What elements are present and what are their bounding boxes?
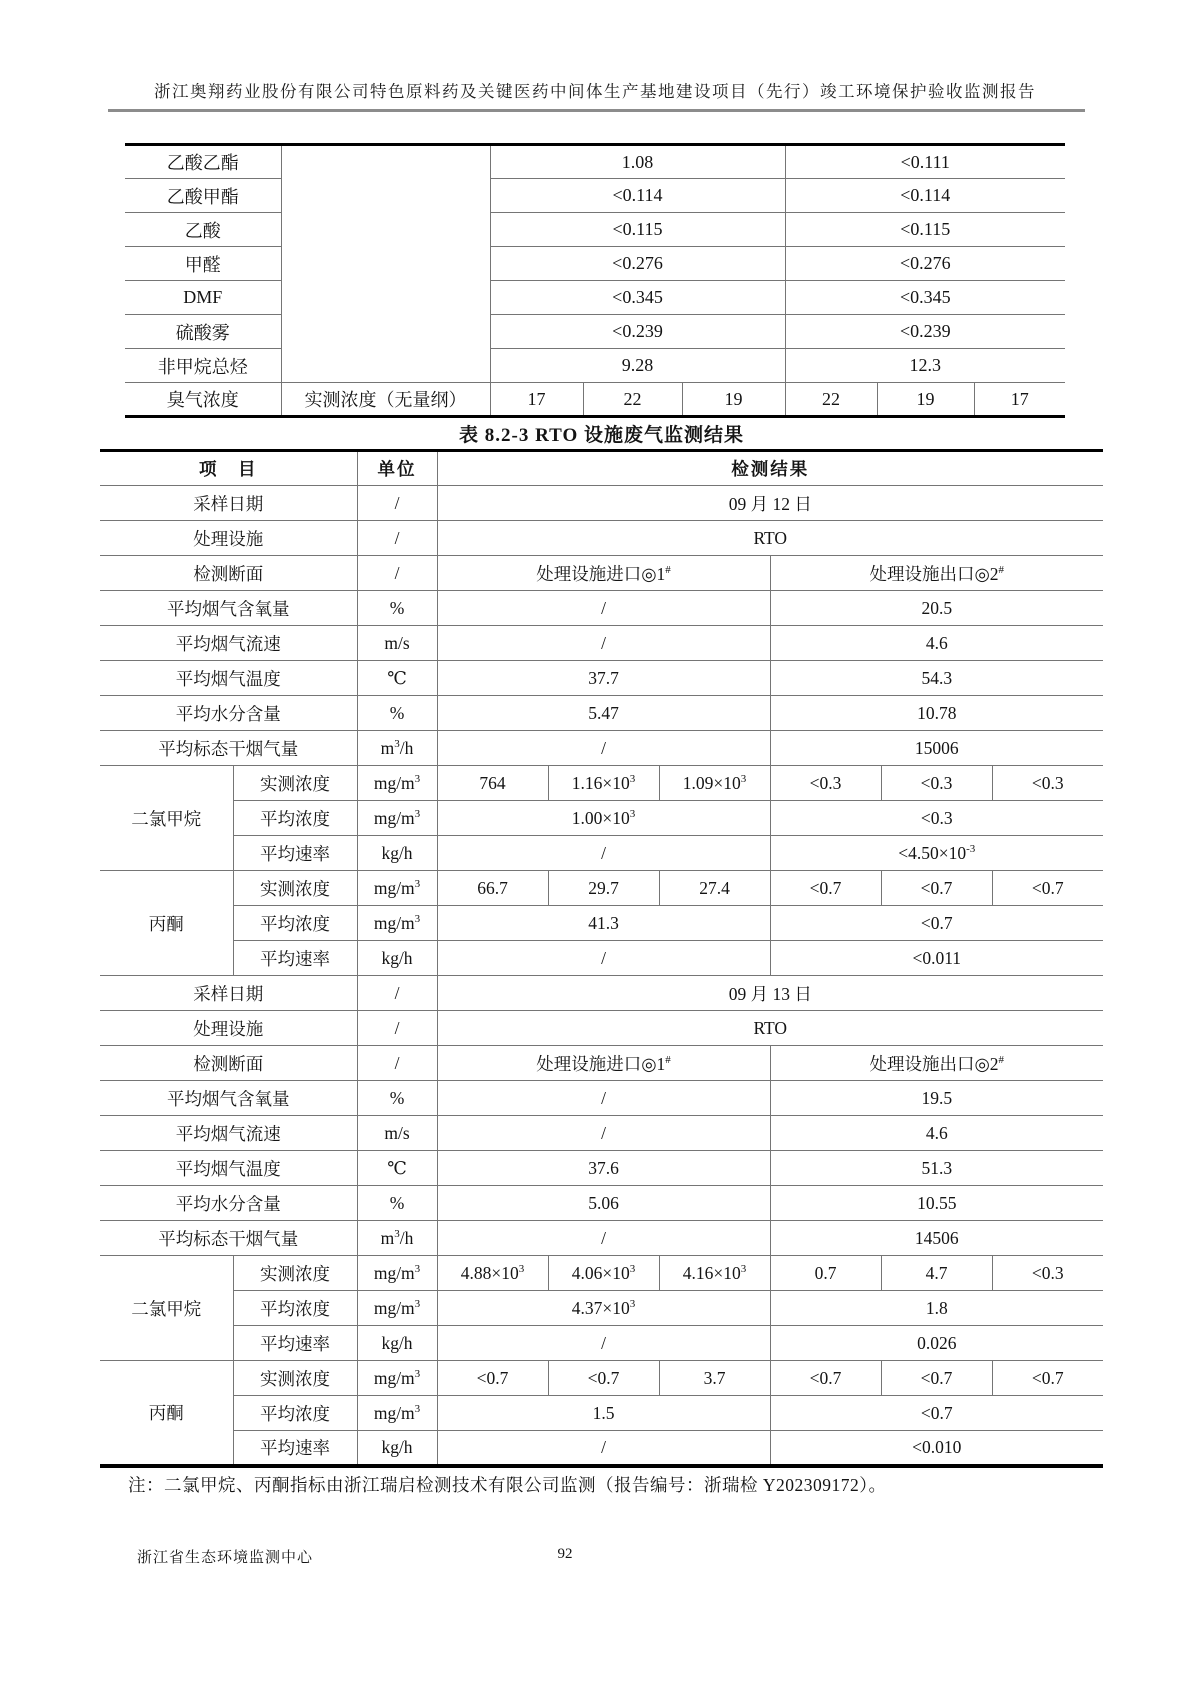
outlet-value-cell: <0.3 xyxy=(770,801,1103,836)
pollutant-row xyxy=(100,941,1103,976)
inlet-value-cell: / xyxy=(437,731,770,766)
odor-row xyxy=(125,383,1065,417)
outlet-value-cell: 19.5 xyxy=(770,1081,1103,1116)
table-row xyxy=(125,281,1065,315)
inlet-value-cell: / xyxy=(437,1081,770,1116)
metric-label-cell: 实测浓度 xyxy=(233,1256,357,1291)
unit-cell: % xyxy=(357,591,437,626)
substance-name-cell: 乙酸 xyxy=(125,213,281,247)
inlet-value-cell: 37.6 xyxy=(437,1151,770,1186)
unit-cell: / xyxy=(357,1011,437,1046)
measured-value-cell: 66.7 xyxy=(437,871,548,906)
header-item-cell: 项 目 xyxy=(100,451,357,486)
inlet-value-cell: <0.114 xyxy=(490,179,785,213)
unit-cell: $mg/m^3$ xyxy=(357,1361,437,1396)
unit-cell: m/s xyxy=(357,1116,437,1151)
empty-label-cell xyxy=(281,145,490,383)
param-label-cell: 处理设施 xyxy=(100,1011,357,1046)
inlet-value-cell: / xyxy=(437,1326,770,1361)
pollutant-row xyxy=(100,766,1103,801)
inlet-value-cell: 1.08 xyxy=(490,145,785,179)
inlet-value-cell: / xyxy=(437,836,770,871)
unit-cell: / xyxy=(357,521,437,556)
table-row xyxy=(125,349,1065,383)
unit-cell: $mg/m^3$ xyxy=(357,871,437,906)
param-label-cell: 平均烟气含氧量 xyxy=(100,1081,357,1116)
outlet-value-cell: 1.8 xyxy=(770,1291,1103,1326)
outlet-value-cell: 0.026 xyxy=(770,1326,1103,1361)
param-row xyxy=(100,696,1103,731)
unit-cell: $mg/m^3$ xyxy=(357,1291,437,1326)
param-label-cell: 平均标态干烟气量 xyxy=(100,1221,357,1256)
measured-value-cell: 17 xyxy=(490,383,583,417)
measured-value-cell: <0.7 xyxy=(992,1361,1103,1396)
header-result-cell: 检测结果 xyxy=(437,451,1103,486)
outlet-value-cell: <0.345 xyxy=(785,281,1065,315)
param-row xyxy=(100,626,1103,661)
metric-label-cell: 平均浓度 xyxy=(233,906,357,941)
unit-cell: ℃ xyxy=(357,1151,437,1186)
param-label-cell: 平均标态干烟气量 xyxy=(100,731,357,766)
param-row xyxy=(100,1221,1103,1256)
substance-cell: 二氯甲烷 xyxy=(100,1256,233,1361)
measured-value-cell: <0.7 xyxy=(770,871,881,906)
substance-cell: 丙酮 xyxy=(100,871,233,976)
inlet-value-cell: 处理设施进口◎1# xyxy=(437,1046,770,1081)
page-number: 92 xyxy=(557,1546,573,1562)
param-label-cell: 平均烟气流速 xyxy=(100,1116,357,1151)
substance-name-cell: 乙酸乙酯 xyxy=(125,145,281,179)
table-row xyxy=(125,145,1065,179)
outlet-value-cell: <0.276 xyxy=(785,247,1065,281)
inlet-value-cell: / xyxy=(437,1431,770,1466)
unit-cell: kg/h xyxy=(357,941,437,976)
unit-cell: $mg/m^3$ xyxy=(357,906,437,941)
sampling-date-row xyxy=(100,486,1103,521)
table-row xyxy=(125,315,1065,349)
measured-value-cell: 0.7 xyxy=(770,1256,881,1291)
pollutant-row xyxy=(100,1361,1103,1396)
outlet-value-cell: <0.239 xyxy=(785,315,1065,349)
footer-organization: 浙江省生态环境监测中心 xyxy=(137,1550,314,1566)
param-label-cell: 平均水分含量 xyxy=(100,696,357,731)
unit-cell: $mg/m^3$ xyxy=(357,1256,437,1291)
table-row xyxy=(125,213,1065,247)
measured-value-cell: 22 xyxy=(785,383,877,417)
unit-cell: / xyxy=(357,1046,437,1081)
metric-label-cell: 平均速率 xyxy=(233,1431,357,1466)
inlet-value-cell: $1.00\times 10^3$ xyxy=(437,801,770,836)
unit-cell: $mg/m^3$ xyxy=(357,801,437,836)
inlet-value-cell: 处理设施进口◎1# xyxy=(437,556,770,591)
metric-label-cell: 实测浓度 xyxy=(233,871,357,906)
unit-cell: ℃ xyxy=(357,661,437,696)
metric-label-cell: 实测浓度 xyxy=(233,766,357,801)
full-value-cell: RTO xyxy=(437,521,1103,556)
full-value-cell: RTO xyxy=(437,1011,1103,1046)
full-value-cell: 09 月 12 日 xyxy=(437,486,1103,521)
unit-cell: m/s xyxy=(357,626,437,661)
metric-label-cell: 实测浓度 xyxy=(233,1361,357,1396)
outlet-value-cell: $<4.50\times 10^{-3}$ xyxy=(770,836,1103,871)
metric-label-cell: 平均浓度 xyxy=(233,1291,357,1326)
inlet-value-cell: 37.7 xyxy=(437,661,770,696)
param-label-cell: 平均烟气含氧量 xyxy=(100,591,357,626)
unit-cell: kg/h xyxy=(357,1431,437,1466)
param-label-cell: 处理设施 xyxy=(100,521,357,556)
pollutant-row xyxy=(100,1256,1103,1291)
section-row xyxy=(100,1046,1103,1081)
outlet-value-cell: 处理设施出口◎2# xyxy=(770,556,1103,591)
param-row xyxy=(100,661,1103,696)
outlet-value-cell: 20.5 xyxy=(770,591,1103,626)
outlet-value-cell: <0.115 xyxy=(785,213,1065,247)
substance-cell: 二氯甲烷 xyxy=(100,766,233,871)
measured-value-cell: <0.3 xyxy=(992,1256,1103,1291)
rto-monitoring-table xyxy=(100,449,1103,1468)
param-row xyxy=(100,591,1103,626)
outlet-value-cell: <0.7 xyxy=(770,1396,1103,1431)
pollutant-row xyxy=(100,1396,1103,1431)
param-row xyxy=(100,1186,1103,1221)
param-label-cell: 检测断面 xyxy=(100,1046,357,1081)
measured-value-cell: $4.16\times 10^3$ xyxy=(659,1256,770,1291)
measured-value-cell: 3.7 xyxy=(659,1361,770,1396)
measured-value-cell: $4.88\times 10^3$ xyxy=(437,1256,548,1291)
table-title: 表 8.2-3 RTO 设施废气监测结果 xyxy=(459,425,744,446)
pollutant-row xyxy=(100,801,1103,836)
unit-cell: $mg/m^3$ xyxy=(357,1396,437,1431)
unit-cell: $m^3/h$ xyxy=(357,731,437,766)
measured-value-cell: <0.3 xyxy=(881,766,992,801)
outlet-value-cell: 54.3 xyxy=(770,661,1103,696)
pollutant-results-table xyxy=(125,143,1065,418)
outlet-value-cell: 4.6 xyxy=(770,1116,1103,1151)
substance-name-cell: 甲醛 xyxy=(125,247,281,281)
header-row xyxy=(100,451,1103,486)
outlet-value-cell: <0.010 xyxy=(770,1431,1103,1466)
substance-name-cell: 臭气浓度 xyxy=(125,383,281,417)
outlet-value-cell: 4.6 xyxy=(770,626,1103,661)
param-label-cell: 采样日期 xyxy=(100,486,357,521)
unit-cell: $m^3/h$ xyxy=(357,1221,437,1256)
inlet-value-cell: / xyxy=(437,626,770,661)
outlet-value-cell: <0.011 xyxy=(770,941,1103,976)
measured-value-cell: $1.09\times 10^3$ xyxy=(659,766,770,801)
param-row xyxy=(100,731,1103,766)
param-label-cell: 检测断面 xyxy=(100,556,357,591)
measured-value-cell: <0.7 xyxy=(548,1361,659,1396)
outlet-value-cell: <0.111 xyxy=(785,145,1065,179)
table-row xyxy=(125,179,1065,213)
param-row xyxy=(100,1116,1103,1151)
pollutant-row xyxy=(100,836,1103,871)
metric-label-cell: 平均速率 xyxy=(233,1326,357,1361)
unit-cell: / xyxy=(357,976,437,1011)
measured-value-cell: <0.7 xyxy=(437,1361,548,1396)
inlet-value-cell: 9.28 xyxy=(490,349,785,383)
metric-label-cell: 平均浓度 xyxy=(233,1396,357,1431)
measured-value-cell: <0.3 xyxy=(992,766,1103,801)
param-label-cell: 平均烟气温度 xyxy=(100,1151,357,1186)
substance-name-cell: 非甲烷总烃 xyxy=(125,349,281,383)
table-note: 注：二氯甲烷、丙酮指标由浙江瑞启检测技术有限公司监测（报告编号：浙瑞检 Y202309172）。 xyxy=(128,1475,887,1495)
pollutant-row xyxy=(100,906,1103,941)
page-header-title: 浙江奥翔药业股份有限公司特色原料药及关键医药中间体生产基地建设项目（先行）竣工环境保护验收监测报告 xyxy=(154,82,1036,101)
inlet-value-cell: <0.239 xyxy=(490,315,785,349)
pollutant-row xyxy=(100,1431,1103,1466)
pollutant-row xyxy=(100,871,1103,906)
inlet-value-cell: <0.276 xyxy=(490,247,785,281)
measured-value-cell: 29.7 xyxy=(548,871,659,906)
measured-value-cell: <0.7 xyxy=(881,871,992,906)
unit-cell: / xyxy=(357,556,437,591)
param-row xyxy=(100,1151,1103,1186)
measured-value-cell: 764 xyxy=(437,766,548,801)
outlet-value-cell: <0.7 xyxy=(770,906,1103,941)
inlet-value-cell: <0.115 xyxy=(490,213,785,247)
unit-cell: % xyxy=(357,1186,437,1221)
sampling-date-row xyxy=(100,976,1103,1011)
outlet-value-cell: 10.55 xyxy=(770,1186,1103,1221)
measured-value-cell: 19 xyxy=(877,383,974,417)
param-label-cell: 平均烟气温度 xyxy=(100,661,357,696)
measured-value-cell: <0.3 xyxy=(770,766,881,801)
param-row xyxy=(100,1081,1103,1116)
table-row xyxy=(125,247,1065,281)
inlet-value-cell: 5.06 xyxy=(437,1186,770,1221)
metric-label-cell: 实测浓度（无量纲） xyxy=(281,383,490,417)
measured-value-cell: $1.16\times 10^3$ xyxy=(548,766,659,801)
metric-label-cell: 平均速率 xyxy=(233,836,357,871)
measured-value-cell: 27.4 xyxy=(659,871,770,906)
unit-cell: kg/h xyxy=(357,1326,437,1361)
unit-cell: / xyxy=(357,486,437,521)
outlet-value-cell: 14506 xyxy=(770,1221,1103,1256)
param-label-cell: 采样日期 xyxy=(100,976,357,1011)
unit-cell: $mg/m^3$ xyxy=(357,766,437,801)
metric-label-cell: 平均浓度 xyxy=(233,801,357,836)
measured-value-cell: 17 xyxy=(974,383,1065,417)
measured-value-cell: 22 xyxy=(583,383,682,417)
substance-name-cell: 硫酸雾 xyxy=(125,315,281,349)
inlet-value-cell: <0.345 xyxy=(490,281,785,315)
pollutant-row xyxy=(100,1291,1103,1326)
metric-label-cell: 平均速率 xyxy=(233,941,357,976)
inlet-value-cell: / xyxy=(437,1221,770,1256)
header-rule xyxy=(108,109,1085,112)
section-row xyxy=(100,556,1103,591)
full-value-cell: 09 月 13 日 xyxy=(437,976,1103,1011)
outlet-value-cell: 处理设施出口◎2# xyxy=(770,1046,1103,1081)
inlet-value-cell: $4.37\times 10^3$ xyxy=(437,1291,770,1326)
facility-row xyxy=(100,1011,1103,1046)
outlet-value-cell: 15006 xyxy=(770,731,1103,766)
inlet-value-cell: / xyxy=(437,1116,770,1151)
substance-name-cell: 乙酸甲酯 xyxy=(125,179,281,213)
outlet-value-cell: 51.3 xyxy=(770,1151,1103,1186)
measured-value-cell: 4.7 xyxy=(881,1256,992,1291)
pollutant-row xyxy=(100,1326,1103,1361)
outlet-value-cell: 10.78 xyxy=(770,696,1103,731)
inlet-value-cell: / xyxy=(437,591,770,626)
inlet-value-cell: / xyxy=(437,941,770,976)
measured-value-cell: $4.06\times 10^3$ xyxy=(548,1256,659,1291)
measured-value-cell: 19 xyxy=(682,383,785,417)
param-label-cell: 平均烟气流速 xyxy=(100,626,357,661)
unit-cell: % xyxy=(357,1081,437,1116)
outlet-value-cell: <0.114 xyxy=(785,179,1065,213)
param-label-cell: 平均水分含量 xyxy=(100,1186,357,1221)
inlet-value-cell: 41.3 xyxy=(437,906,770,941)
facility-row xyxy=(100,521,1103,556)
unit-cell: kg/h xyxy=(357,836,437,871)
header-unit-cell: 单位 xyxy=(357,451,437,486)
measured-value-cell: <0.7 xyxy=(770,1361,881,1396)
measured-value-cell: <0.7 xyxy=(992,871,1103,906)
outlet-value-cell: 12.3 xyxy=(785,349,1065,383)
unit-cell: % xyxy=(357,696,437,731)
measured-value-cell: <0.7 xyxy=(881,1361,992,1396)
inlet-value-cell: 5.47 xyxy=(437,696,770,731)
substance-name-cell: DMF xyxy=(125,281,281,315)
inlet-value-cell: 1.5 xyxy=(437,1396,770,1431)
substance-cell: 丙酮 xyxy=(100,1361,233,1466)
